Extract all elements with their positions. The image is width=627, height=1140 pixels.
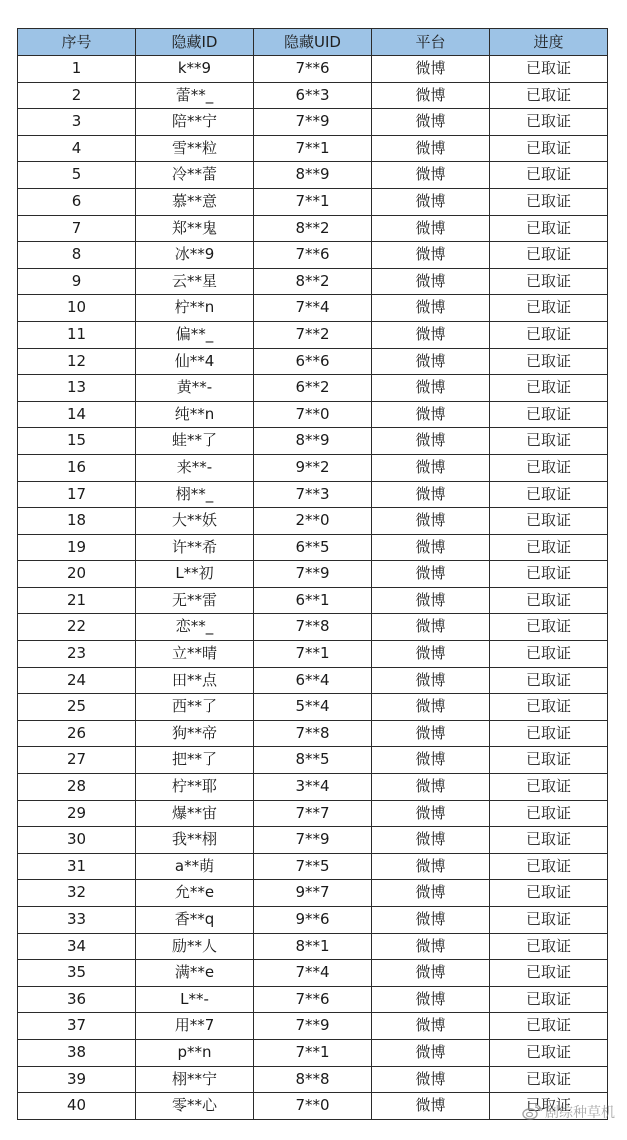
cell-progress: 已取证 [490, 694, 608, 721]
cell-hidden-uid: 6**6 [254, 348, 372, 375]
cell-hidden-uid: 7**9 [254, 561, 372, 588]
cell-progress: 已取证 [490, 428, 608, 455]
cell-index: 1 [18, 56, 136, 83]
cell-hidden-uid: 8**5 [254, 747, 372, 774]
cell-index: 35 [18, 960, 136, 987]
table-row [18, 135, 608, 162]
cell-platform: 微博 [372, 348, 490, 375]
cell-index: 4 [18, 135, 136, 162]
cell-platform: 微博 [372, 508, 490, 535]
cell-progress: 已取证 [490, 907, 608, 934]
cell-index: 16 [18, 454, 136, 481]
cell-index: 29 [18, 800, 136, 827]
cell-platform: 微博 [372, 215, 490, 242]
cell-index: 26 [18, 720, 136, 747]
cell-index: 28 [18, 774, 136, 801]
cell-index: 24 [18, 667, 136, 694]
cell-progress: 已取证 [490, 508, 608, 535]
table-row [18, 561, 608, 588]
table-row [18, 1013, 608, 1040]
cell-hidden-id: 柠**耶 [136, 774, 254, 801]
cell-platform: 微博 [372, 960, 490, 987]
cell-progress: 已取证 [490, 401, 608, 428]
cell-index: 6 [18, 188, 136, 215]
cell-hidden-id: a**萌 [136, 853, 254, 880]
cell-hidden-uid: 7**6 [254, 242, 372, 269]
evidence-table-container [17, 28, 607, 1120]
cell-hidden-id: 冰**9 [136, 242, 254, 269]
cell-platform: 微博 [372, 641, 490, 668]
table-row [18, 162, 608, 189]
cell-progress: 已取证 [490, 1039, 608, 1066]
cell-hidden-id: 栩**_ [136, 481, 254, 508]
cell-progress: 已取证 [490, 561, 608, 588]
cell-hidden-uid: 7**8 [254, 720, 372, 747]
table-row [18, 481, 608, 508]
table-row [18, 1093, 608, 1120]
header-row [18, 29, 608, 56]
cell-platform: 微博 [372, 1039, 490, 1066]
cell-index: 2 [18, 82, 136, 109]
cell-platform: 微博 [372, 428, 490, 455]
cell-hidden-uid: 9**2 [254, 454, 372, 481]
cell-platform: 微博 [372, 667, 490, 694]
watermark-text: 剧综种草机 [545, 1105, 615, 1121]
cell-platform: 微博 [372, 321, 490, 348]
cell-platform: 微博 [372, 295, 490, 322]
cell-hidden-id: 柠**n [136, 295, 254, 322]
cell-hidden-uid: 6**1 [254, 587, 372, 614]
cell-platform: 微博 [372, 800, 490, 827]
cell-hidden-id: k**9 [136, 56, 254, 83]
cell-index: 13 [18, 375, 136, 402]
cell-hidden-id: L**- [136, 986, 254, 1013]
cell-index: 39 [18, 1066, 136, 1093]
cell-platform: 微博 [372, 481, 490, 508]
cell-hidden-id: 栩**宁 [136, 1066, 254, 1093]
cell-hidden-id: 云**星 [136, 268, 254, 295]
cell-platform: 微博 [372, 907, 490, 934]
cell-progress: 已取证 [490, 933, 608, 960]
cell-progress: 已取证 [490, 348, 608, 375]
cell-index: 37 [18, 1013, 136, 1040]
cell-index: 19 [18, 534, 136, 561]
table-row [18, 720, 608, 747]
cell-progress: 已取证 [490, 774, 608, 801]
table-row [18, 641, 608, 668]
cell-index: 27 [18, 747, 136, 774]
cell-index: 20 [18, 561, 136, 588]
cell-platform: 微博 [372, 401, 490, 428]
cell-progress: 已取证 [490, 720, 608, 747]
cell-hidden-uid: 2**0 [254, 508, 372, 535]
table-row [18, 667, 608, 694]
cell-hidden-id: L**初 [136, 561, 254, 588]
cell-platform: 微博 [372, 162, 490, 189]
cell-hidden-id: 用**7 [136, 1013, 254, 1040]
cell-progress: 已取证 [490, 215, 608, 242]
cell-platform: 微博 [372, 1013, 490, 1040]
cell-progress: 已取证 [490, 242, 608, 269]
cell-progress: 已取证 [490, 109, 608, 136]
cell-progress: 已取证 [490, 534, 608, 561]
cell-hidden-uid: 3**4 [254, 774, 372, 801]
cell-progress: 已取证 [490, 454, 608, 481]
table-row [18, 454, 608, 481]
cell-hidden-id: 陪**宁 [136, 109, 254, 136]
cell-hidden-uid: 6**3 [254, 82, 372, 109]
cell-index: 15 [18, 428, 136, 455]
cell-index: 36 [18, 986, 136, 1013]
cell-hidden-id: 把**了 [136, 747, 254, 774]
cell-hidden-uid: 7**6 [254, 56, 372, 83]
cell-platform: 微博 [372, 747, 490, 774]
table-row [18, 428, 608, 455]
cell-hidden-uid: 7**4 [254, 960, 372, 987]
cell-progress: 已取证 [490, 1093, 608, 1120]
cell-hidden-id: 仙**4 [136, 348, 254, 375]
cell-hidden-id: 西**了 [136, 694, 254, 721]
cell-hidden-uid: 7**6 [254, 986, 372, 1013]
cell-platform: 微博 [372, 614, 490, 641]
cell-hidden-id: 来**- [136, 454, 254, 481]
cell-platform: 微博 [372, 1066, 490, 1093]
cell-platform: 微博 [372, 720, 490, 747]
cell-hidden-uid: 9**7 [254, 880, 372, 907]
cell-hidden-id: 满**e [136, 960, 254, 987]
table-row [18, 401, 608, 428]
cell-hidden-uid: 7**3 [254, 481, 372, 508]
cell-hidden-uid: 8**9 [254, 428, 372, 455]
table-row [18, 1066, 608, 1093]
table-row [18, 694, 608, 721]
cell-hidden-id: 恋**_ [136, 614, 254, 641]
cell-hidden-id: 励**人 [136, 933, 254, 960]
cell-hidden-id: 蛙**了 [136, 428, 254, 455]
cell-index: 12 [18, 348, 136, 375]
cell-hidden-uid: 9**6 [254, 907, 372, 934]
cell-hidden-id: 大**妖 [136, 508, 254, 535]
table-row [18, 348, 608, 375]
cell-progress: 已取证 [490, 853, 608, 880]
cell-hidden-uid: 7**7 [254, 800, 372, 827]
cell-hidden-id: 慕**意 [136, 188, 254, 215]
cell-progress: 已取证 [490, 827, 608, 854]
cell-index: 25 [18, 694, 136, 721]
table-row [18, 933, 608, 960]
cell-hidden-id: 无**雷 [136, 587, 254, 614]
table-row [18, 375, 608, 402]
cell-progress: 已取证 [490, 82, 608, 109]
cell-index: 22 [18, 614, 136, 641]
cell-hidden-id: 我**栩 [136, 827, 254, 854]
cell-index: 33 [18, 907, 136, 934]
cell-index: 32 [18, 880, 136, 907]
table-header [18, 29, 608, 56]
header-hidden-id: 隐藏ID [136, 29, 254, 56]
cell-index: 40 [18, 1093, 136, 1120]
header-hidden-uid: 隐藏UID [254, 29, 372, 56]
cell-hidden-id: 雪**粒 [136, 135, 254, 162]
cell-progress: 已取证 [490, 800, 608, 827]
cell-hidden-id: 狗**帝 [136, 720, 254, 747]
table-row [18, 587, 608, 614]
cell-index: 9 [18, 268, 136, 295]
table-row [18, 534, 608, 561]
cell-hidden-uid: 7**1 [254, 1039, 372, 1066]
table-row [18, 800, 608, 827]
cell-hidden-uid: 7**9 [254, 827, 372, 854]
cell-hidden-uid: 8**8 [254, 1066, 372, 1093]
cell-platform: 微博 [372, 188, 490, 215]
cell-progress: 已取证 [490, 1013, 608, 1040]
cell-index: 23 [18, 641, 136, 668]
cell-hidden-id: 蕾**_ [136, 82, 254, 109]
cell-hidden-id: p**n [136, 1039, 254, 1066]
cell-hidden-uid: 6**5 [254, 534, 372, 561]
table-row [18, 82, 608, 109]
cell-platform: 微博 [372, 774, 490, 801]
cell-progress: 已取证 [490, 188, 608, 215]
cell-progress: 已取证 [490, 375, 608, 402]
table-row [18, 774, 608, 801]
cell-hidden-id: 纯**n [136, 401, 254, 428]
cell-platform: 微博 [372, 933, 490, 960]
header-progress: 进度 [490, 29, 608, 56]
cell-progress: 已取证 [490, 295, 608, 322]
table-row [18, 188, 608, 215]
cell-platform: 微博 [372, 56, 490, 83]
cell-progress: 已取证 [490, 1066, 608, 1093]
cell-hidden-uid: 7**1 [254, 135, 372, 162]
cell-hidden-uid: 7**5 [254, 853, 372, 880]
cell-progress: 已取证 [490, 587, 608, 614]
table-row [18, 827, 608, 854]
table-row [18, 907, 608, 934]
cell-platform: 微博 [372, 454, 490, 481]
cell-progress: 已取证 [490, 321, 608, 348]
table-row [18, 986, 608, 1013]
table-row [18, 109, 608, 136]
table-row [18, 321, 608, 348]
table-body [18, 56, 608, 1120]
cell-progress: 已取证 [490, 747, 608, 774]
cell-index: 18 [18, 508, 136, 535]
cell-platform: 微博 [372, 242, 490, 269]
cell-hidden-uid: 8**1 [254, 933, 372, 960]
table-row [18, 747, 608, 774]
cell-progress: 已取证 [490, 268, 608, 295]
table-row [18, 853, 608, 880]
cell-hidden-id: 田**点 [136, 667, 254, 694]
cell-platform: 微博 [372, 534, 490, 561]
cell-hidden-id: 爆**宙 [136, 800, 254, 827]
cell-hidden-uid: 7**8 [254, 614, 372, 641]
cell-platform: 微博 [372, 986, 490, 1013]
cell-hidden-uid: 7**2 [254, 321, 372, 348]
cell-index: 10 [18, 295, 136, 322]
cell-progress: 已取证 [490, 880, 608, 907]
evidence-table [17, 28, 608, 1120]
cell-hidden-id: 零**心 [136, 1093, 254, 1120]
cell-index: 3 [18, 109, 136, 136]
cell-index: 7 [18, 215, 136, 242]
cell-platform: 微博 [372, 694, 490, 721]
cell-index: 11 [18, 321, 136, 348]
cell-hidden-uid: 6**4 [254, 667, 372, 694]
cell-platform: 微博 [372, 135, 490, 162]
cell-platform: 微博 [372, 109, 490, 136]
table-row [18, 880, 608, 907]
cell-hidden-uid: 6**2 [254, 375, 372, 402]
cell-hidden-id: 香**q [136, 907, 254, 934]
cell-progress: 已取证 [490, 162, 608, 189]
cell-index: 5 [18, 162, 136, 189]
cell-index: 30 [18, 827, 136, 854]
cell-index: 38 [18, 1039, 136, 1066]
cell-platform: 微博 [372, 268, 490, 295]
cell-platform: 微博 [372, 561, 490, 588]
cell-hidden-id: 冷**蕾 [136, 162, 254, 189]
cell-hidden-uid: 7**0 [254, 401, 372, 428]
cell-hidden-uid: 7**4 [254, 295, 372, 322]
cell-index: 14 [18, 401, 136, 428]
cell-progress: 已取证 [490, 986, 608, 1013]
cell-index: 31 [18, 853, 136, 880]
cell-platform: 微博 [372, 853, 490, 880]
cell-hidden-uid: 7**1 [254, 188, 372, 215]
cell-index: 21 [18, 587, 136, 614]
table-row [18, 56, 608, 83]
cell-platform: 微博 [372, 82, 490, 109]
cell-platform: 微博 [372, 827, 490, 854]
cell-platform: 微博 [372, 375, 490, 402]
cell-hidden-uid: 7**9 [254, 1013, 372, 1040]
cell-progress: 已取证 [490, 135, 608, 162]
table-row [18, 960, 608, 987]
cell-progress: 已取证 [490, 641, 608, 668]
cell-hidden-uid: 7**9 [254, 109, 372, 136]
cell-progress: 已取证 [490, 481, 608, 508]
cell-hidden-uid: 8**2 [254, 215, 372, 242]
cell-index: 17 [18, 481, 136, 508]
cell-hidden-uid: 5**4 [254, 694, 372, 721]
cell-hidden-uid: 8**9 [254, 162, 372, 189]
table-row [18, 508, 608, 535]
table-row [18, 268, 608, 295]
cell-hidden-id: 立**晴 [136, 641, 254, 668]
cell-platform: 微博 [372, 880, 490, 907]
table-row [18, 295, 608, 322]
cell-progress: 已取证 [490, 960, 608, 987]
table-row [18, 1039, 608, 1066]
cell-index: 8 [18, 242, 136, 269]
cell-platform: 微博 [372, 1093, 490, 1120]
cell-progress: 已取证 [490, 614, 608, 641]
cell-progress: 已取证 [490, 56, 608, 83]
cell-hidden-uid: 7**0 [254, 1093, 372, 1120]
header-platform: 平台 [372, 29, 490, 56]
cell-hidden-uid: 8**2 [254, 268, 372, 295]
cell-hidden-uid: 7**1 [254, 641, 372, 668]
cell-hidden-id: 黄**- [136, 375, 254, 402]
cell-hidden-id: 允**e [136, 880, 254, 907]
cell-index: 34 [18, 933, 136, 960]
header-index: 序号 [18, 29, 136, 56]
table-row [18, 614, 608, 641]
cell-platform: 微博 [372, 587, 490, 614]
cell-progress: 已取证 [490, 667, 608, 694]
cell-hidden-id: 许**希 [136, 534, 254, 561]
table-row [18, 242, 608, 269]
table-row [18, 215, 608, 242]
cell-hidden-id: 偏**_ [136, 321, 254, 348]
cell-hidden-id: 郑**鬼 [136, 215, 254, 242]
